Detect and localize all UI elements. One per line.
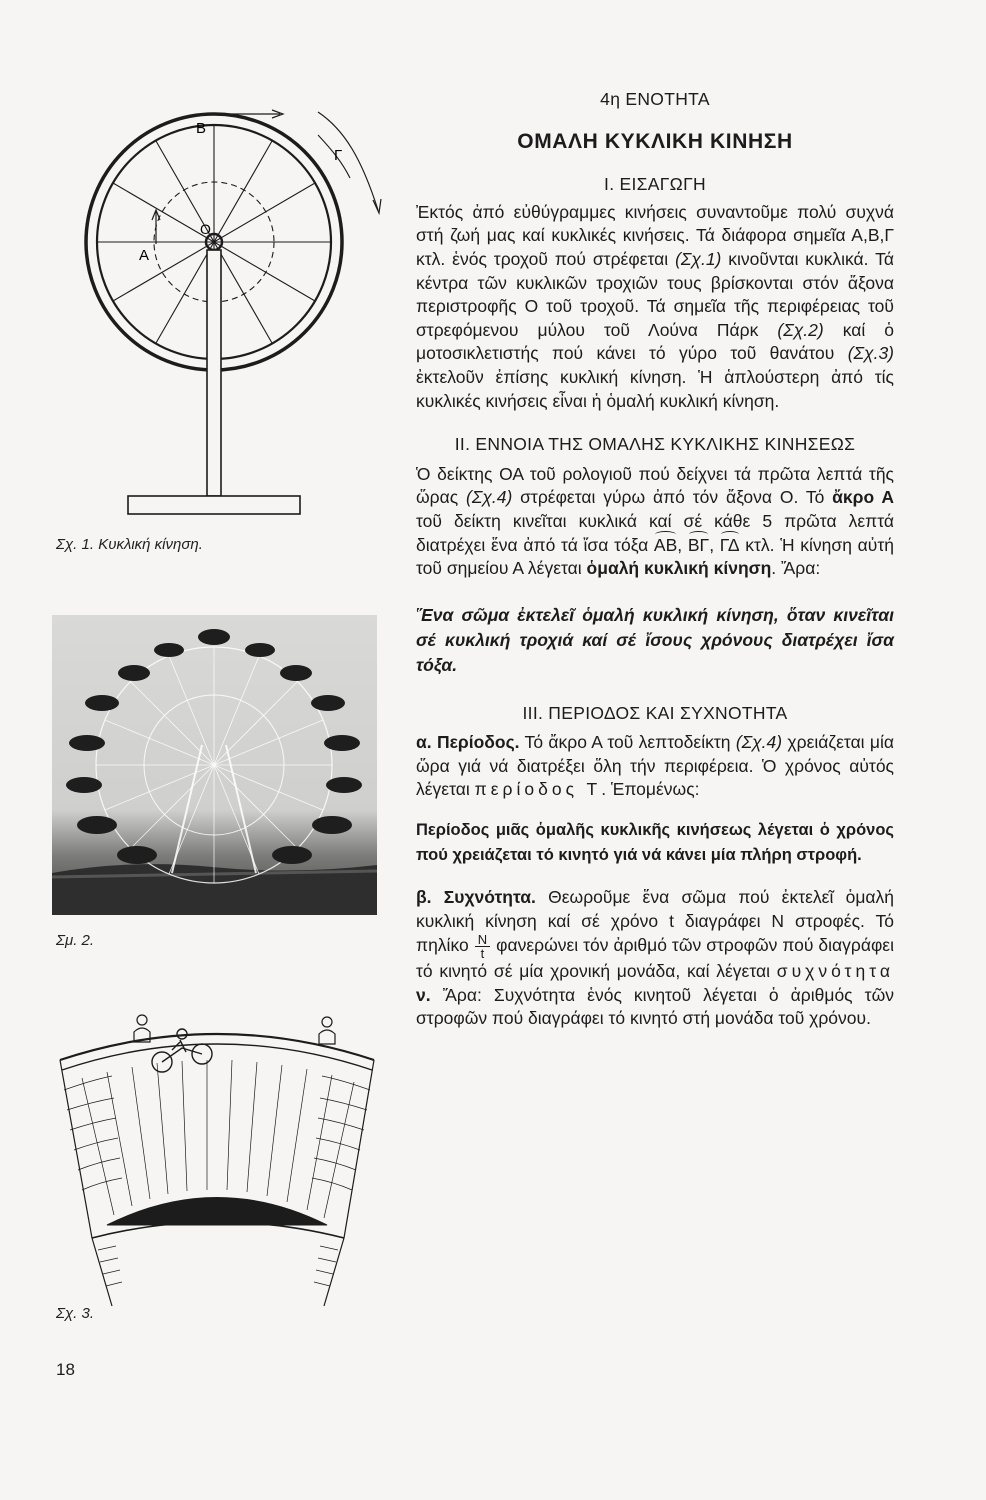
- fraction-n-over-t: [475, 933, 490, 960]
- figure-reference: (Σχ.3): [847, 343, 894, 364]
- point-label-o: Ο: [200, 221, 211, 237]
- text-run: τοῦ δείκτη κινεῖται κυκλικά καί σέ κάθε 5 πρῶτα λεπτά διατρέχει ἕνα ἀπό τά ἴσα τόξα: [416, 510, 894, 555]
- bold-term: ἄκρο Α: [832, 487, 894, 508]
- section-2-paragraph: [416, 463, 894, 581]
- figure-reference: (Σχ.1): [675, 248, 722, 269]
- text-run: καί ὁ μοτοσικλετιστής πού κάνει τό γύρο τοῦ θανάτου: [416, 319, 895, 364]
- text-run: στρέφεται γύρω ἀπό τόν ἄξονα Ο. Τό: [512, 487, 833, 508]
- figure-1-caption: Σχ. 1. Κυκλική κίνηση.: [56, 536, 203, 553]
- text-run: Ἄρα: Συχνότητα ἑνός κινητοῦ λέγεται ὁ ἀριθμός τῶν στροφῶν πού διαγράφει τό κινητό στή μονάδα τοῦ χρόνου.: [416, 984, 894, 1029]
- text-run: Τό ἄκρο Α τοῦ λεπτοδείκτη: [519, 732, 736, 753]
- figure-1-wheel-diagram: [80, 100, 400, 530]
- uniform-circular-motion-definition: Ἕνα σῶμα ἐκτελεῖ ὁμαλή κυκλική κίνηση, ὅταν κινεῖται σέ κυκλική τροχιά καί σέ ἴσους χρόνους διατρέχει ἴσα τόξα.: [416, 604, 894, 675]
- unit-label: 4η ΕΝΟΤΗΤΑ: [600, 89, 710, 109]
- subsection-label: β. Συχνότητα.: [416, 887, 536, 908]
- figure-reference: (Σχ.4): [735, 732, 783, 753]
- point-label-b: Β: [196, 120, 207, 137]
- text-run: κινοῦνται κυκλικά. Τά κέντρα τῶν κυκλικῶν τροχιῶν τους βρίσκονται στόν ἄξονα περιστροφῆς Ο τοῦ τροχοῦ. Τά σημεῖα τῆς περιφέρειας τοῦ στρεφόμενου μύλου τοῦ Λούνα Πάρκ: [416, 248, 894, 340]
- bold-term: ὁμαλή κυκλική κίνηση: [586, 558, 772, 579]
- section-2-heading: ΙΙ. ΕΝΝΟΙΑ ΤΗΣ ΟΜΑΛΗΣ ΚΥΚΛΙΚΗΣ ΚΙΝΗΣΕΩΣ: [454, 434, 856, 455]
- fraction-denominator: t: [480, 946, 485, 962]
- frequency-paragraph: [416, 886, 894, 1031]
- main-text-column: [416, 88, 894, 1031]
- separator: ,: [677, 534, 688, 555]
- period-definition: Περίοδος μιᾶς ὁμαλῆς κυκλικῆς κινήσεως λέγεται ὁ χρόνος πού χρειάζεται τό κινητό γιά νά κάνει μία πλήρη στροφή.: [416, 821, 894, 865]
- text-run: κτλ. Ἡ κίνηση αὐτή τοῦ σημείου Α λέγεται: [416, 534, 894, 579]
- figure-3-caption: Σχ. 3.: [56, 1305, 95, 1322]
- subsection-label: α. Περίοδος.: [416, 732, 520, 753]
- page-number: 18: [56, 1360, 75, 1379]
- figure-3-wall-of-death-drawing: [52, 1010, 382, 1310]
- section-1-heading: Ι. ΕΙΣΑΓΩΓΗ: [604, 174, 706, 195]
- text-run: χρειάζεται μία ὥρα γιά νά διατρέξει ὅλη τήν περιφέρεια. Ὁ χρόνος αὐτός λέγεται: [416, 732, 894, 800]
- text-run: . Ἑπομένως:: [601, 779, 700, 800]
- arc-symbol: ΓΔ: [720, 534, 740, 558]
- section-1-paragraph: [416, 201, 894, 413]
- chapter-title: ΟΜΑΛΗ ΚΥΚΛΙΚΗ ΚΙΝΗΣΗ: [517, 129, 793, 153]
- figure-2-ferris-wheel-photo: [52, 615, 377, 915]
- figure-reference: (Σχ.2): [777, 319, 824, 340]
- text-run: ἐκτελοῦν ἐπίσης κυκλική κίνηση. Ἡ ἁπλούστερη ἀπό τίς κυκλικές κινήσεις εἶναι ἡ ὁμαλή κυκλική κίνηση.: [416, 366, 894, 411]
- arc-symbol: ΒΓ: [688, 534, 709, 558]
- text-run: Ἐκτός ἀπό εὐθύγραμμες κινήσεις συναντοῦμε πολύ συχνά στή ζωή μας καί κυκλικές κινήσεις. Τά διάφορα σημεῖα Α,Β,Γ κτλ. ἑνός τροχοῦ πού στρέφεται: [416, 201, 894, 269]
- figure-2-caption: Σμ. 2.: [56, 932, 95, 949]
- arc-symbol: ΑΒ: [654, 534, 677, 558]
- point-label-g: Γ: [334, 147, 343, 164]
- period-paragraph: [416, 731, 894, 802]
- bold-symbol: ν.: [416, 984, 431, 1005]
- text-run: φανερώνει τόν ἀριθμό τῶν στροφῶν πού διαγράφει τό κινητό σέ μία χρονική μονάδα, καί λέγεται: [416, 935, 894, 982]
- section-3-heading: ΙΙΙ. ΠΕΡΙΟΔΟΣ ΚΑΙ ΣΥΧΝΟΤΗΤΑ: [522, 702, 788, 723]
- fraction-numerator: N: [475, 933, 490, 947]
- spaced-term: συχνότητα: [776, 961, 894, 982]
- text-run: Θεωροῦμε ἕνα σῶμα πού ἐκτελεῖ ὁμαλή κυκλική κίνηση καί σέ χρόνο t διαγράφει Ν στροφές. Τό πηλίκο: [416, 887, 894, 956]
- text-run: Ὁ δείκτης ΟΑ τοῦ ρολογιοῦ πού δείχνει τά πρῶτα λεπτά τῆς ὥρας: [416, 463, 894, 508]
- spaced-term: περίοδος Τ: [474, 779, 602, 800]
- text-run: . Ἄρα:: [771, 558, 821, 579]
- figure-reference: (Σχ.4): [466, 487, 513, 508]
- point-label-a: Α: [139, 247, 150, 264]
- separator: ,: [709, 534, 720, 555]
